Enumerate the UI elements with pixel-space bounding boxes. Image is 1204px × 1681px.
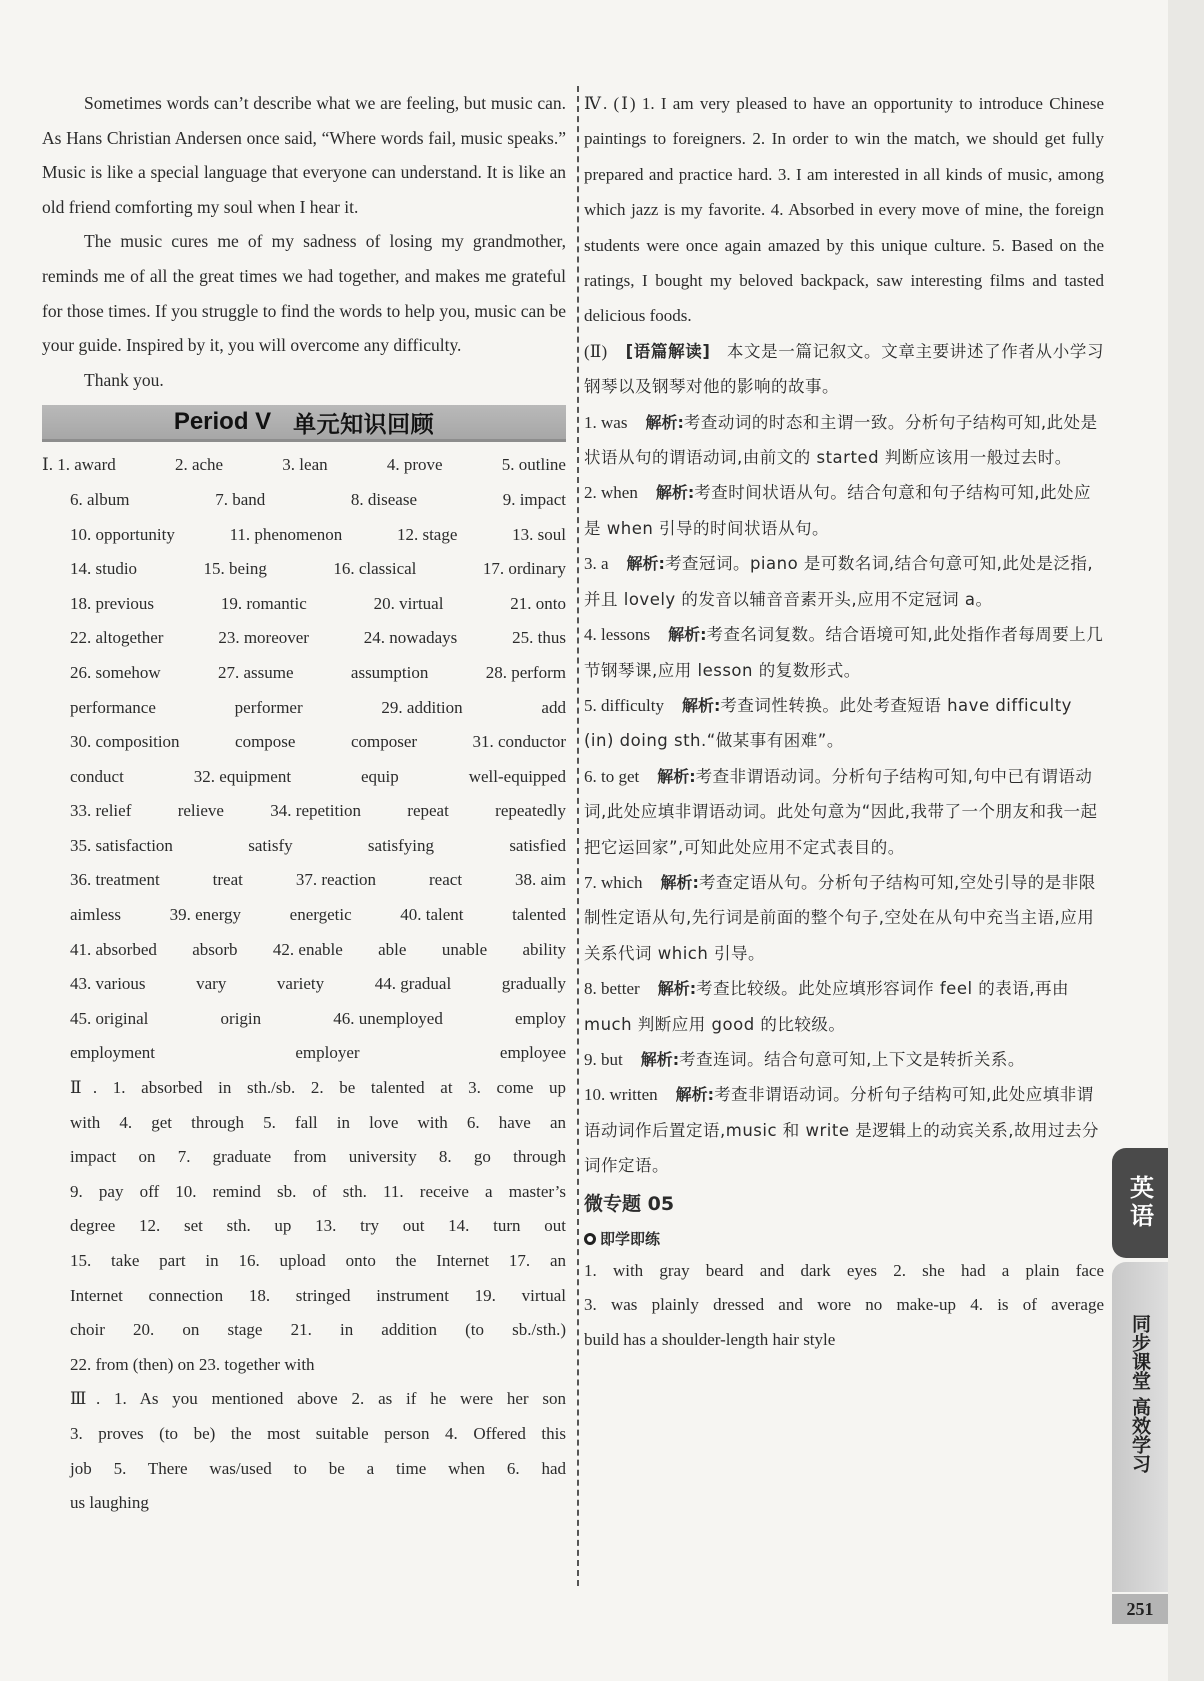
answer-item: 34. repetition — [270, 801, 361, 821]
answer-line: 15. take part in 16. upload onto the Internet 17. an — [70, 1251, 566, 1270]
explanation-item — [584, 971, 1104, 1042]
micro-answer-line: 3. was plainly dressed and wore no make-up 4. is of average — [584, 1295, 1104, 1315]
answer-line: Ⅱ. 1. absorbed in sth./sb. 2. be talented at 3. come up — [70, 1078, 566, 1098]
micro-topic-subtitle: 即学即练 — [584, 1224, 1104, 1254]
answer-word: 4. lessons — [584, 625, 651, 645]
section-4-part-1: Ⅳ. (Ⅰ) 1. I am very pleased to have an opportunity to introduce Chinese paintings to foreigners. 2. In order to win the match, we should get fully prepared and practice hard. 3. I am interested in all kinds of music, among which jazz is my favorite. 4. Absorbed in every move of mine, the foreign students were once again amazed by this unique culture. 5. Based on the ratings, I bought my beloved backpack, saw interesting films and tasted delicious foods. — [584, 94, 1104, 326]
jiexi-label: 解析: — [655, 483, 695, 503]
answer-row — [42, 587, 566, 622]
answer-row — [42, 656, 566, 691]
answer-word: 1. was — [584, 412, 628, 432]
answer-line: choir 20. on stage 21. in addition (to sb./sth.) — [70, 1320, 566, 1340]
answer-item: Ⅰ. 1. award — [42, 455, 116, 475]
answer-word: 10. written — [584, 1085, 658, 1105]
part-2-label: (Ⅱ) — [584, 341, 608, 361]
answer-row — [42, 483, 566, 518]
answer-line: Ⅲ. 1. As you mentioned above 2. as if he were her son — [70, 1389, 566, 1409]
answer-row — [42, 1002, 566, 1037]
explanation-item — [584, 475, 1104, 546]
series-label: 同步课堂 高效学习 — [1129, 1314, 1151, 1473]
answer-item: 6. album — [70, 489, 130, 509]
answer-item: 18. previous — [70, 593, 155, 613]
right-column — [584, 86, 1104, 1357]
answer-item: variety — [276, 974, 325, 994]
answer-word: 3. a — [584, 554, 609, 574]
answer-item: ability — [522, 939, 566, 959]
jiexi-label: 解析: — [645, 412, 684, 432]
answer-item: 15. being — [203, 559, 267, 579]
answer-item: 45. original — [70, 1008, 149, 1028]
column-divider — [577, 86, 579, 1586]
answer-item: 8. disease — [350, 489, 418, 509]
answer-item: 46. unemployed — [333, 1008, 443, 1028]
answer-item: able — [378, 939, 407, 959]
page-number: 251 — [1112, 1594, 1168, 1624]
micro-answer-line: build has a shoulder-length hair style — [584, 1329, 836, 1349]
answer-item: 2. ache — [174, 455, 224, 475]
answer-item: employ — [514, 1008, 566, 1028]
answer-item: 33. relief — [70, 801, 132, 821]
subject-tab — [1112, 1148, 1168, 1258]
period-title: Period V — [173, 408, 272, 436]
answer-item: 10. opportunity — [70, 524, 175, 544]
explanation-item — [584, 759, 1104, 865]
answer-item: 35. satisfaction — [70, 835, 173, 855]
answer-item: 41. absorbed — [70, 939, 157, 959]
answer-item: satisfying — [367, 835, 435, 855]
answer-item: 40. talent — [400, 905, 464, 925]
cloze-explanations — [584, 405, 1104, 1184]
period-subtitle: 单元知识回顾 — [293, 411, 435, 438]
answer-item: 13. soul — [512, 524, 566, 544]
answer-item: 39. energy — [169, 905, 242, 925]
answer-word: 2. when — [584, 483, 638, 503]
answer-item: 21. onto — [510, 593, 566, 613]
explanation-text: 考查冠词。piano 是可数名词,结合句意可知,此处是泛指,并且 lovely 的发音以辅音音素开头,应用不定冠词 a。 — [584, 554, 1094, 609]
answer-row — [42, 863, 566, 898]
answer-item: 29. addition — [381, 697, 463, 717]
answer-row — [42, 933, 566, 968]
answer-item: absorb — [192, 939, 238, 959]
answer-item: 5. outline — [501, 455, 566, 475]
answer-item: 44. gradual — [374, 974, 452, 994]
answer-item: 31. conductor — [472, 732, 566, 752]
answer-item: relieve — [177, 801, 224, 821]
answer-item: 28. perform — [485, 662, 566, 682]
jiexi-label: 解析: — [657, 766, 696, 786]
answer-item: 24. nowadays — [363, 628, 458, 648]
answer-item: compose — [235, 732, 296, 752]
answer-item: composer — [350, 732, 418, 752]
answer-row — [42, 898, 566, 933]
answer-item: 43. various — [70, 974, 146, 994]
answer-line: 9. pay off 10. remind sb. of sth. 11. receive a master’s — [70, 1181, 566, 1201]
answer-item: aimless — [70, 905, 121, 925]
explanation-item — [584, 617, 1104, 688]
answer-item: vary — [196, 974, 227, 994]
answer-word: 8. better — [584, 979, 640, 999]
answer-row — [42, 621, 566, 656]
section-1-answers — [42, 448, 566, 1071]
answer-item: 37. reaction — [295, 870, 377, 890]
series-tab — [1112, 1262, 1168, 1592]
answer-item: 36. treatment — [70, 870, 160, 890]
answer-item: 27. assume — [218, 662, 294, 682]
answer-item: 9. impact — [502, 489, 566, 509]
answer-item: talented — [512, 905, 566, 925]
answer-row — [42, 1036, 566, 1071]
answer-word: 7. which — [584, 872, 643, 892]
jiexi-label: 解析: — [657, 979, 697, 999]
answer-row — [42, 760, 566, 795]
explanation-text: 考查时间状语从句。结合句意和句子结构可知,此处应是 when 引导的时间状语从句。 — [584, 483, 1091, 538]
answer-line: us laughing — [70, 1493, 149, 1513]
answer-item: 30. composition — [70, 732, 180, 752]
letter-text — [42, 86, 566, 397]
jiexi-label: 解析: — [681, 695, 721, 715]
section-2-answers — [42, 1071, 566, 1382]
explanation-text: 考查非谓语动词。分析句子结构可知,句中已有谓语动词,此处应填非谓语动词。此处句意为“因此,我带了一个朋友和我一起把它运回家”,可知此处应用不定式表目的。 — [584, 766, 1098, 857]
explanation-text: 考查连词。结合句意可知,上下文是转折关系。 — [679, 1049, 1025, 1069]
answer-item: performer — [234, 697, 303, 717]
explanation-text: 考查动词的时态和主谓一致。分析句子结构可知,此处是状语从句的谓语动词,由前文的 started 判断应该用一般过去时。 — [584, 412, 1098, 468]
answer-item: 16. classical — [333, 559, 417, 579]
answer-line: job 5. There was/used to be a time when 6. had — [70, 1458, 566, 1478]
answer-line: Internet connection 18. stringed instrument 19. virtual — [70, 1285, 566, 1305]
answer-item: origin — [220, 1008, 262, 1028]
answer-item: well-equipped — [468, 766, 566, 786]
answer-row — [42, 448, 566, 483]
letter-paragraph: Thank you. — [84, 369, 164, 390]
explanation-item — [584, 688, 1104, 759]
answer-item: 19. romantic — [220, 593, 307, 613]
answer-row — [42, 829, 566, 864]
answer-item: repeatedly — [495, 801, 566, 821]
answer-item: satisfy — [248, 835, 293, 855]
answer-line: 3. proves (to be) the most suitable person 4. Offered this — [70, 1423, 566, 1443]
answer-line: with 4. get through 5. fall in love with 6. have an — [70, 1112, 566, 1132]
answer-item: 26. somehow — [70, 662, 161, 682]
explanation-item — [584, 1077, 1104, 1183]
answer-item: 3. lean — [282, 455, 328, 475]
page-edge — [1168, 0, 1204, 1681]
explanation-item — [584, 405, 1104, 476]
micro-topic-title: 微专题 05 — [584, 1192, 675, 1215]
answer-item: conduct — [70, 766, 124, 786]
explanation-text: 考查非谓语动词。分析句子结构可知,此处应填非谓语动词作后置定语,music 和 write 是逻辑上的动宾关系,故用过去分词作定语。 — [584, 1085, 1099, 1176]
answer-item: employee — [499, 1043, 566, 1063]
jiexi-label: 解析: — [675, 1085, 715, 1105]
jiexi-label: 解析: — [640, 1049, 680, 1069]
answer-word: 6. to get — [584, 766, 640, 786]
period-banner — [42, 405, 566, 442]
answer-item: unable — [441, 939, 488, 959]
answer-item: energetic — [289, 905, 352, 925]
answer-item: treat — [212, 870, 243, 890]
answer-item: 22. altogether — [70, 628, 164, 648]
answer-line: impact on 7. graduate from university 8. go through — [70, 1147, 566, 1167]
answer-word: 9. but — [584, 1049, 623, 1069]
letter-paragraph: Sometimes words can’t describe what we are feeling, but music can. As Hans Christian Andersen once said, “Where words fail, music speaks.” Music is like a special language that everyone can understand. It is like an old friend comforting my soul when I hear it. — [42, 93, 566, 217]
letter-paragraph: The music cures me of my sadness of losing my grandmother, reminds me of all the great times we had together, and makes me grateful for those times. If you struggle to find the words to help you, music can be your guide. Inspired by it, you will overcome any difficulty. — [42, 231, 566, 356]
discourse-tag: [语篇解读] — [625, 341, 711, 361]
explanation-item — [584, 546, 1104, 617]
answer-line: 22. from (then) on 23. together with — [70, 1354, 315, 1374]
part-2-intro — [584, 334, 1104, 405]
discourse-summary: 本文是一篇记叙文。文章主要讲述了作者从小学习钢琴以及钢琴对他的影响的故事。 — [584, 341, 1105, 397]
answer-item: 4. prove — [386, 455, 443, 475]
answer-item: repeat — [407, 801, 449, 821]
answer-item: 14. studio — [70, 559, 138, 579]
explanation-text: 考查比较级。此处应填形容词作 feel 的表语,再由 much 判断应用 good 的比较级。 — [584, 979, 1070, 1034]
explanation-text: 考查名词复数。结合语境可知,此处指作者每周要上几节钢琴课,应用 lesson 的复数形式。 — [584, 625, 1104, 680]
answer-line: degree 12. set sth. up 13. try out 14. turn out — [70, 1216, 566, 1236]
answer-item: employment — [70, 1043, 155, 1063]
answer-row — [42, 725, 566, 760]
jiexi-label: 解析: — [626, 554, 665, 574]
explanation-text: 考查定语从句。分析句子结构可知,空处引导的是非限制性定语从句,先行词是前面的整个句子,空处在从句中充当主语,应用关系代词 which 引导。 — [584, 872, 1096, 963]
explanation-item — [584, 1042, 1104, 1077]
answer-row — [42, 518, 566, 553]
explanation-item — [584, 865, 1104, 971]
answer-item: 32. equipment — [193, 766, 292, 786]
answer-item: 11. phenomenon — [229, 524, 343, 544]
section-3-answers — [42, 1382, 566, 1520]
micro-answer-line: 1. with gray beard and dark eyes 2. she had a plain face — [584, 1260, 1104, 1280]
answer-row — [42, 794, 566, 829]
answer-item: 7. band — [215, 489, 266, 509]
answer-item: performance — [70, 697, 156, 717]
answer-item: 17. ordinary — [482, 559, 566, 579]
answer-item: employer — [295, 1043, 360, 1063]
answer-row — [42, 691, 566, 726]
answer-item: gradually — [501, 974, 566, 994]
left-column — [42, 86, 566, 1521]
answer-word: 5. difficulty — [584, 695, 664, 715]
answer-item: equip — [361, 766, 399, 786]
bullet-icon — [584, 1233, 596, 1245]
answer-item: satisfied — [509, 835, 566, 855]
answer-item: 25. thus — [512, 628, 566, 648]
subject-label: 英语 — [1125, 1175, 1154, 1231]
answer-item: assumption — [350, 662, 429, 682]
answer-item: add — [541, 697, 566, 717]
explanation-text: 考查词性转换。此处考查短语 have difficulty (in) doing sth.“做某事有困难”。 — [584, 695, 1072, 751]
jiexi-label: 解析: — [660, 872, 699, 892]
answer-item: 23. moreover — [218, 628, 309, 648]
answer-item: 12. stage — [396, 524, 458, 544]
answer-row — [42, 967, 566, 1002]
micro-topic-answers — [584, 1254, 1104, 1358]
answer-row — [42, 552, 566, 587]
answer-item: 38. aim — [515, 870, 566, 890]
jiexi-label: 解析: — [668, 625, 707, 645]
answer-item: 20. virtual — [373, 593, 444, 613]
answer-item: react — [429, 870, 463, 890]
answer-item: 42. enable — [272, 939, 343, 959]
